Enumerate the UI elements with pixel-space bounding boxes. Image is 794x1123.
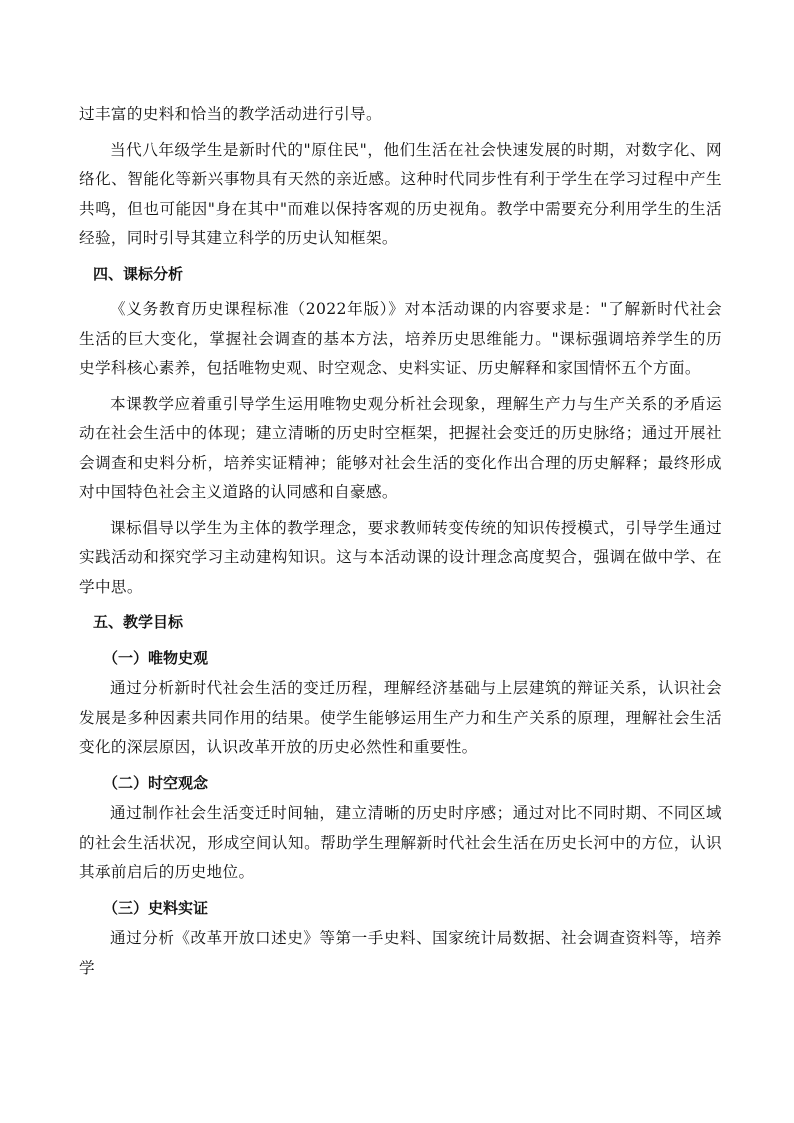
paragraph-curriculum-philosophy: 课标倡导以学生为主体的教学理念，要求教师转变传统的知识传授模式，引导学生通过实践活动和探究学习主动建构知识。这与本活动课的设计理念高度契合，强调在做中学、在学中思。 <box>79 518 722 596</box>
subheading-materialism: （一）唯物史观 <box>103 648 209 667</box>
subheading-evidence: （三）史料实证 <box>103 898 209 917</box>
document-page <box>79 100 722 983</box>
paragraph-curriculum-requirement: 《义务教育历史课程标准（2022年版）》对本活动课的内容要求是："了解新时代社会生活的巨大变化，掌握社会调查的基本方法，培养历史思维能力。"课标强调培养学生的历史学科核心素养，包括唯物史观、时空观念、史料实证、历史解释和家国情怀五个方面。 <box>79 300 722 377</box>
subheading-spacetime: （二）时空观念 <box>103 773 209 792</box>
paragraph-spacetime: 通过制作社会生活变迁时间轴，建立清晰的历史时序感；通过对比不同时期、不同区域的社会生活状况，形成空间认知。帮助学生理解新时代社会生活在历史长河中的方位，认识其承前启后的历史地位。 <box>79 804 722 881</box>
paragraph-curriculum-focus: 本课教学应着重引导学生运用唯物史观分析社会现象，理解生产力与生产关系的矛盾运动在社会生活中的体现；建立清晰的历史时空框架，把握社会变迁的历史脉络；通过开展社会调查和史料分析，培养实证精神；能够对社会生活的变化作出合理的历史解释；最终形成对中国特色社会主义道路的认同感和自豪感。 <box>79 394 722 501</box>
paragraph-continuation: 过丰富的史料和恰当的教学活动进行引导。 <box>79 105 382 123</box>
paragraph-evidence: 通过分析《改革开放口述史》等第一手史料、国家统计局数据、社会调查资料等，培养学 <box>79 929 722 977</box>
section-heading-curriculum: 四、课标分析 <box>93 264 184 283</box>
paragraph-materialism: 通过分析新时代社会生活的变迁历程，理解经济基础与上层建筑的辩证关系，认识社会发展是多种因素共同作用的结果。使学生能够运用生产力和生产关系的原理，理解社会生活变化的深层原因，认识改革开放的历史必然性和重要性。 <box>79 679 722 756</box>
section-heading-objectives: 五、教学目标 <box>93 613 184 631</box>
paragraph-student-analysis: 当代八年级学生是新时代的"原住民"，他们生活在社会快速发展的时期，对数字化、网络化、智能化等新兴事物具有天然的亲近感。这种时代同步性有利于学生在学习过程中产生共鸣，但也可能因"身在其中"而难以保持客观的历史视角。教学中需要充分利用学生的生活经验，同时引导其建立科学的历史认知框架。 <box>79 140 722 247</box>
